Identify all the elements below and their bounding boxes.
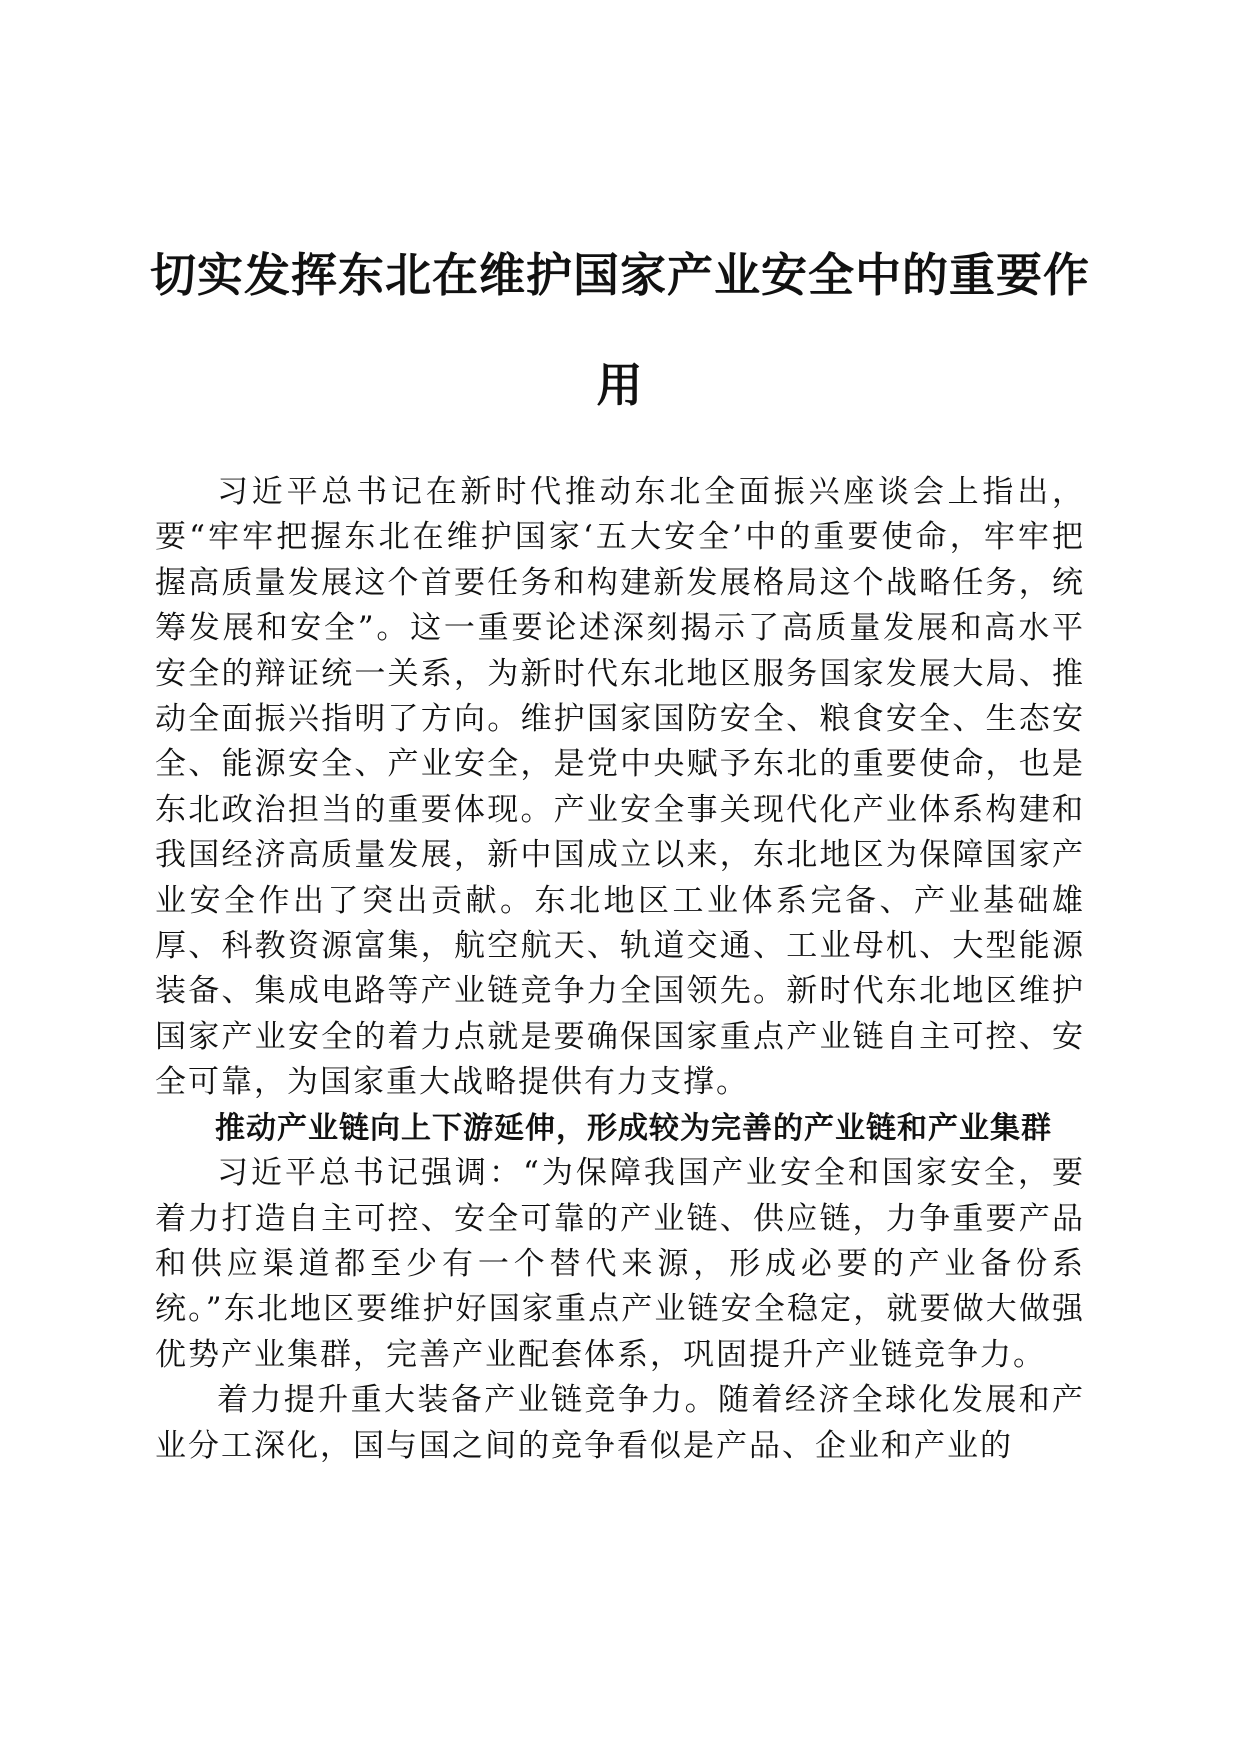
section-heading: 推动产业链向上下游延伸，形成较为完善的产业链和产业集群 — [215, 1110, 1052, 1146]
document-title: 切实发挥东北在维护国家产业安全中的重要作用 — [150, 248, 1090, 412]
body-paragraph-equipment: 着力提升重大装备产业链竞争力。随着经济全球化发展和产业分工深化，国与国之间的竞争看似是产品、企业和产业的 — [155, 1382, 1085, 1464]
document-body — [155, 470, 1085, 1469]
body-paragraph-quote: 习近平总书记强调：“为保障我国产业安全和国家安全，要着力打造自主可控、安全可靠的产业链、供应链，力争重要产品和供应渠道都至少有一个替代来源，形成必要的产业备份系统。”东北地区要维护好国家重点产业链安全稳定，就要做大做强优势产业集群，完善产业配套体系，巩固提升产业链竞争力。 — [155, 1155, 1085, 1373]
intro-paragraph: 习近平总书记在新时代推动东北全面振兴座谈会上指出，要“牢牢把握东北在维护国家‘五大安全’中的重要使命，牢牢把握高质量发展这个首要任务和构建新发展格局这个战略任务，统筹发展和安全”。这一重要论述深刻揭示了高质量发展和高水平安全的辩证统一关系，为新时代东北地区服务国家发展大局、推动全面振兴指明了方向。维护国家国防安全、粮食安全、生态安全、能源安全、产业安全，是党中央赋予东北的重要使命，也是东北政治担当的重要体现。产业安全事关现代化产业体系构建和我国经济高质量发展，新中国成立以来，东北地区为保障国家产业安全作出了突出贡献。东北地区工业体系完备、产业基础雄厚、科教资源富集，航空航天、轨道交通、工业母机、大型能源装备、集成电路等产业链竞争力全国领先。新时代东北地区维护国家产业安全的着力点就是要确保国家重点产业链自主可控、安全可靠，为国家重大战略提供有力支撑。 — [155, 474, 1085, 1101]
